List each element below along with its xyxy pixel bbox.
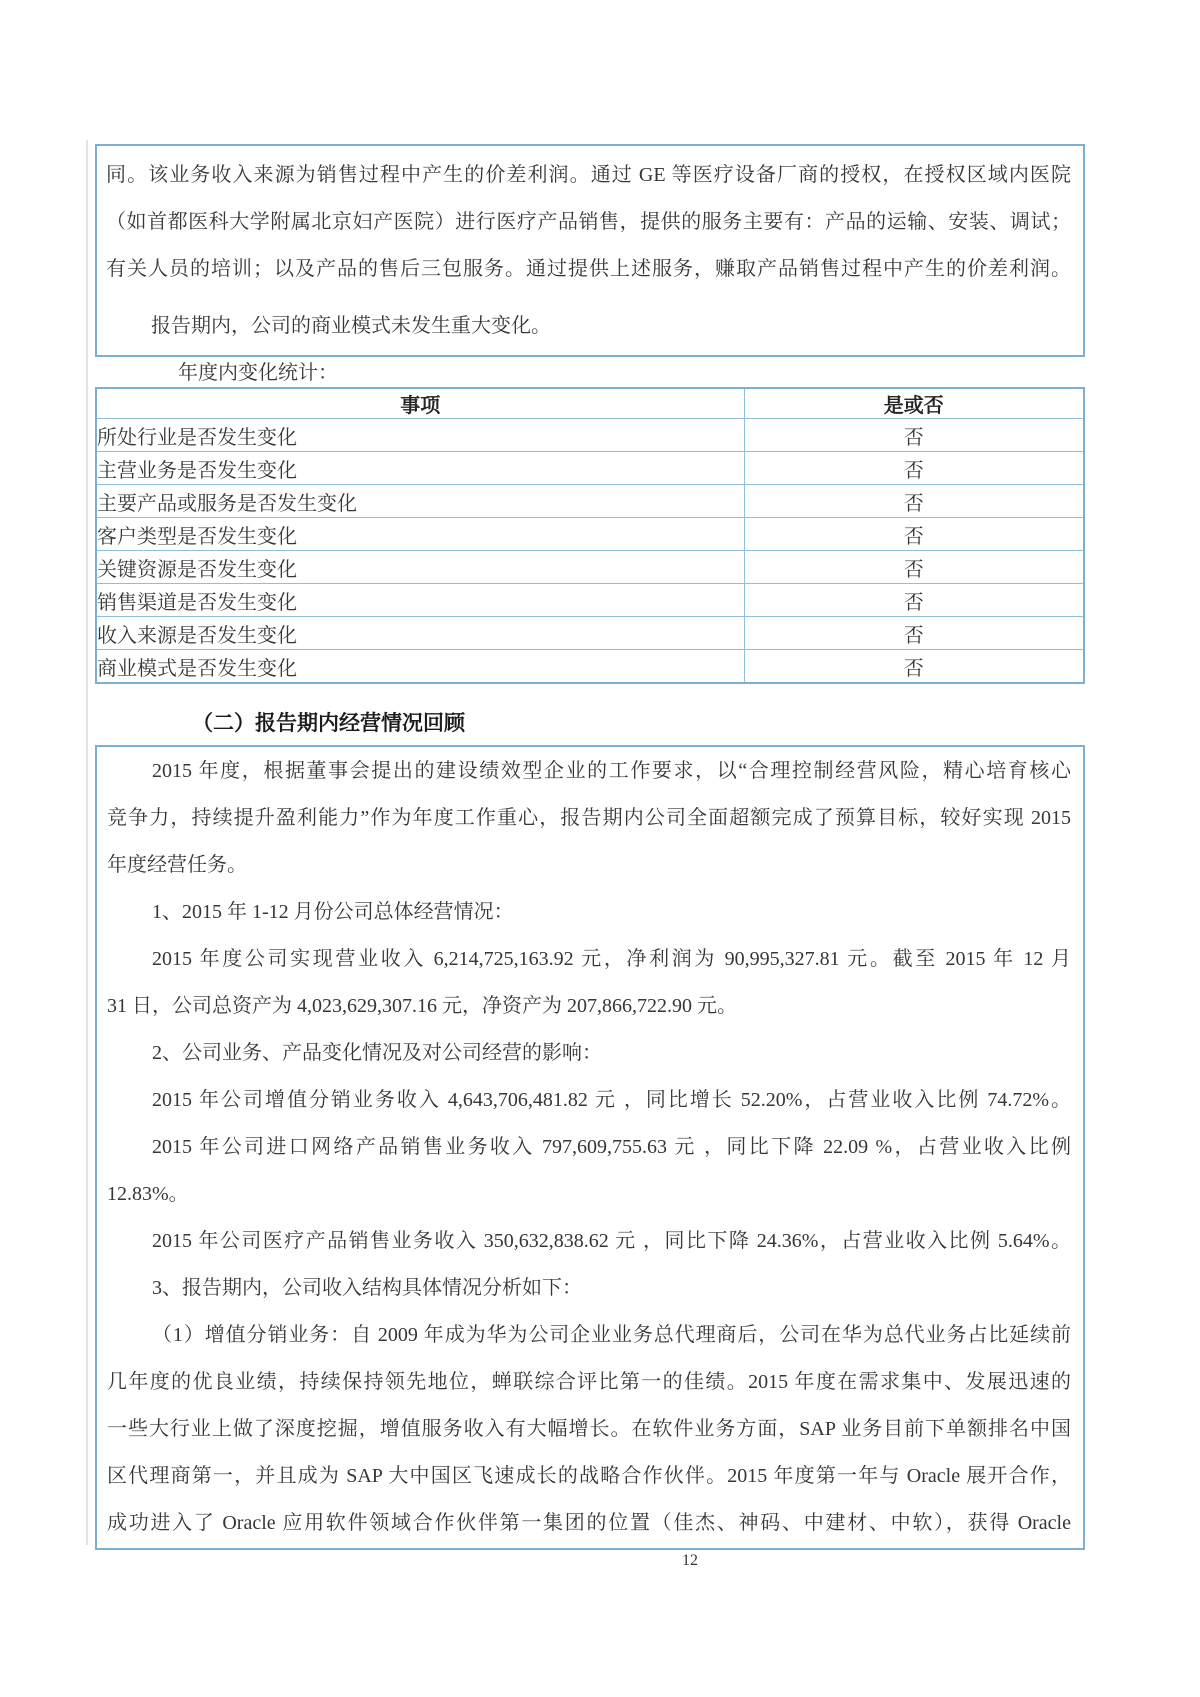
answer-header-cell: 是或否 <box>744 388 1084 419</box>
text-line: 竞争力，持续提升盈利能力”作为年度工作重心，报告期内公司全面超额完成了预算目标，较好实现 2015 <box>107 807 1071 829</box>
table-row <box>96 617 1084 650</box>
text-line: 成功进入了 Oracle 应用软件领域合作伙伴第一集团的位置（佳杰、神码、中建材、中软），获得 Oracle <box>107 1512 1071 1534</box>
item-cell: 主要产品或服务是否发生变化 <box>96 485 744 518</box>
table-row <box>96 485 1084 518</box>
text-line: 年度经营任务。 <box>107 854 247 876</box>
table-row <box>96 650 1084 684</box>
text-line: 几年度的优良业绩，持续保持领先地位，蝉联综合评比第一的佳绩。2015 年度在需求集中、发展迅速的 <box>107 1371 1071 1393</box>
text-line: 2015 年公司增值分销业务收入 4,643,706,481.82 元 ，同比增长 52.20%，占营业收入比例 74.72%。 <box>152 1089 1071 1111</box>
item-header-cell: 事项 <box>96 388 744 419</box>
item-cell: 收入来源是否发生变化 <box>96 617 744 650</box>
text-line: 3、报告期内，公司收入结构具体情况分析如下： <box>152 1277 582 1299</box>
table-row <box>96 551 1084 584</box>
text-line: 区代理商第一，并且成为 SAP 大中国区飞速成长的战略合作伙伴。2015 年度第一年与 Oracle 展开合作， <box>107 1465 1071 1487</box>
table-row <box>96 452 1084 485</box>
table-header-row <box>96 388 1084 419</box>
item-cell: 关键资源是否发生变化 <box>96 551 744 584</box>
text-line: 2、公司业务、产品变化情况及对公司经营的影响： <box>152 1042 602 1064</box>
answer-cell: 否 <box>744 452 1084 485</box>
answer-cell: 否 <box>744 518 1084 551</box>
text-line: 同。该业务收入来源为销售过程中产生的价差利润。通过 GE 等医疗设备厂商的授权，在授权区域内医院 <box>106 164 1071 186</box>
text-line: 2015 年公司进口网络产品销售业务收入 797,609,755.63 元 ，同比下降 22.09 %，占营业收入比例 <box>152 1136 1071 1158</box>
answer-cell: 否 <box>744 650 1084 684</box>
item-cell: 客户类型是否发生变化 <box>96 518 744 551</box>
answer-cell: 否 <box>744 485 1084 518</box>
item-cell: 销售渠道是否发生变化 <box>96 584 744 617</box>
answer-cell: 否 <box>744 584 1084 617</box>
table-row <box>96 419 1084 452</box>
text-line: （1）增值分销业务：自 2009 年成为华为公司企业业务总代理商后，公司在华为总代业务占比延续前 <box>152 1324 1071 1346</box>
answer-cell: 否 <box>744 617 1084 650</box>
change-statistics-table <box>95 387 1085 684</box>
text-line: 2015 年度，根据董事会提出的建设绩效型企业的工作要求，以“合理控制经营风险，精心培育核心 <box>152 760 1071 782</box>
answer-cell: 否 <box>744 419 1084 452</box>
text-line: 2015 年公司医疗产品销售业务收入 350,632,838.62 元 ，同比下降 24.36%，占营业收入比例 5.64%。 <box>152 1230 1071 1252</box>
business-model-paragraph-box <box>95 144 1085 357</box>
scan-artifact-line <box>86 140 88 1545</box>
document-page <box>95 144 1085 1550</box>
item-cell: 所处行业是否发生变化 <box>96 419 744 452</box>
text-line: （如首都医科大学附属北京妇产医院）进行医疗产品销售，提供的服务主要有：产品的运输、安装、调试； <box>106 211 1071 233</box>
text-line: 报告期内，公司的商业模式未发生重大变化。 <box>151 315 551 337</box>
page-number: 12 <box>682 1552 698 1569</box>
text-line: 有关人员的培训；以及产品的售后三包服务。通过提供上述服务，赚取产品销售过程中产生的价差利润。 <box>106 258 1071 280</box>
text-line: 2015 年度公司实现营业收入 6,214,725,163.92 元，净利润为 90,995,327.81 元。截至 2015 年 12 月 <box>152 948 1071 970</box>
item-cell: 主营业务是否发生变化 <box>96 452 744 485</box>
text-line: 12.83%。 <box>107 1183 189 1205</box>
stats-label: 年度内变化统计： <box>178 362 338 384</box>
text-line: 一些大行业上做了深度挖掘，增值服务收入有大幅增长。在软件业务方面，SAP 业务目前下单额排名中国 <box>107 1418 1071 1440</box>
item-cell: 商业模式是否发生变化 <box>96 650 744 684</box>
table-row <box>96 518 1084 551</box>
section-heading: （二）报告期内经营情况回顾 <box>192 711 465 735</box>
answer-cell: 否 <box>744 551 1084 584</box>
text-line: 31 日，公司总资产为 4,023,629,307.16 元，净资产为 207,866,722.90 元。 <box>107 995 737 1017</box>
table-row <box>96 584 1084 617</box>
operations-review-box <box>95 745 1085 1550</box>
text-line: 1、2015 年 1-12 月份公司总体经营情况： <box>152 901 514 923</box>
